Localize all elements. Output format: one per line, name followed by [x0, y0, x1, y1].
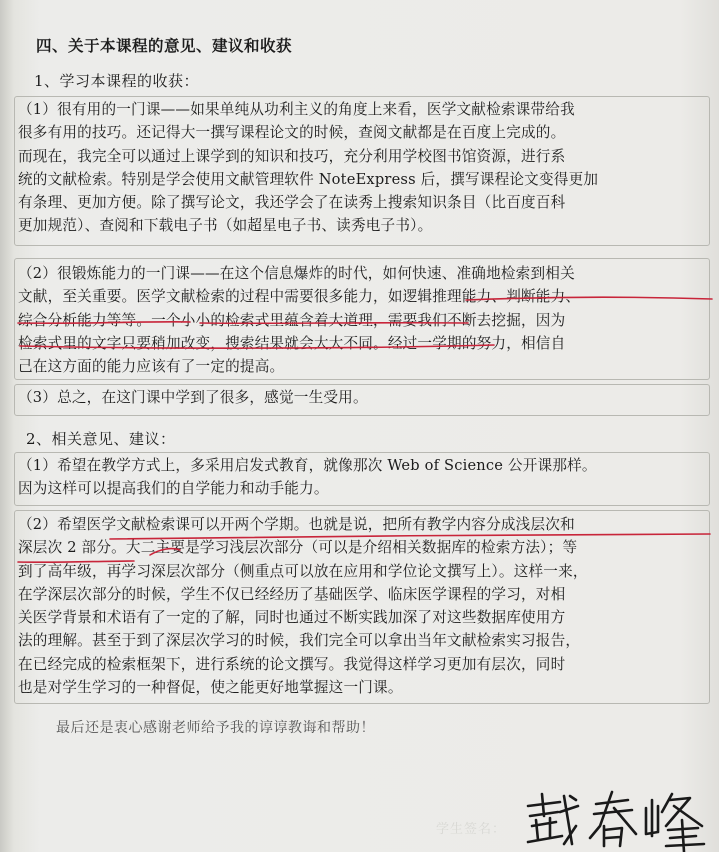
- paragraph-4: [18, 454, 708, 501]
- p5-line: 也是对学生学习的一种督促，使之能更好地掌握这一门课。: [18, 679, 403, 697]
- closing-remark: 最后还是衷心感谢老师给予我的谆谆教诲和帮助！: [56, 720, 375, 736]
- p5-line: 到了高年级，再学习深层次部分（侧重点可以放在应用和学位论文撰写上）。这样一来，: [18, 562, 588, 580]
- p2-line: （2）很锻炼能力的一门课——在这个信息爆炸的时代，如何快速、准确地检索到相关: [18, 265, 575, 282]
- p5-line: 深层次 2 部分。大二主要是学习浅层次部分（可以是介绍相关数据库的检索方法）；等: [18, 539, 578, 557]
- p1-line: （1）很有用的一门课——如果单纯从功利主义的角度上来看，医学文献检索课带给我: [18, 101, 575, 118]
- p5-line: 关医学背景和术语有了一定的了解，同时也通过不断实践加深了对这些数据库使用方: [18, 609, 566, 627]
- p4-line: 因为这样可以提高我们的自学能力和动手能力。: [18, 480, 329, 498]
- paragraph-1: [18, 98, 708, 238]
- p5-line: 在已经完成的检索框架下，进行系统的论文撰写。我觉得这样学习更加有层次，同时: [18, 655, 566, 673]
- p4-line: （1）希望在教学方式上，多采用启发式教育，就像那次 Web of Science 公开课那样。: [18, 457, 597, 474]
- p1-line: 统的文献检索。特别是学会使用文献管理软件 NoteExpress 后，撰写课程论文变得更加: [18, 170, 599, 188]
- p1-line: 很多有用的技巧。还记得大一撰写课程论文的时候，查阅文献都是在百度上完成的。: [18, 124, 566, 142]
- p5-line: 法的理解。甚至于到了深层次学习的时候，我们完全可以拿出当年文献检索实习报告，: [18, 632, 581, 650]
- paragraph-2: [18, 262, 708, 378]
- p2-line: 检索式里的文字只要稍加改变，搜索结果就会大大不同。经过一学期的努力，相信自: [18, 334, 566, 352]
- p2-line: 己在这方面的能力应该有了一定的提高。: [18, 358, 285, 376]
- p5-line: 在学深层次部分的时候，学生不仅已经经历了基础医学、临床医学课程的学习，对相: [18, 585, 566, 603]
- p2-line: 综合分析能力等等。一个小小的检索式里蕴含着大道理，需要我们不断去挖掘，因为: [18, 311, 566, 329]
- part1-title: 1、学习本课程的收获：: [34, 72, 200, 90]
- signature-label: 学生签名：: [436, 822, 507, 837]
- p2-line: 文献，至关重要。医学文献检索的过程中需要很多能力，如逻辑推理能力、判断能力、: [18, 288, 581, 306]
- p1-line: 更加规范）、查阅和下载电子书（如超星电子书、读秀电子书）。: [18, 217, 433, 235]
- paragraph-3: [18, 386, 708, 409]
- p5-line: （2）希望医学文献检索课可以开两个学期。也就是说，把所有教学内容分成浅层次和: [18, 516, 575, 533]
- part2-title: 2、相关意见、建议：: [26, 430, 176, 448]
- handwritten-signature: [520, 786, 710, 852]
- p3-line: （3）总之，在这门课中学到了很多，感觉一生受用。: [18, 389, 368, 406]
- p1-line: 而现在，我完全可以通过上课学到的知识和技巧，充分利用学校图书馆资源，进行系: [18, 147, 566, 165]
- paragraph-5: [18, 513, 708, 699]
- p1-line: 有条理、更加方便。除了撰写论文，我还学会了在读秀上搜索知识条目（比百度百科: [18, 194, 566, 212]
- section-heading: 四、关于本课程的意见、建议和收获: [36, 36, 293, 55]
